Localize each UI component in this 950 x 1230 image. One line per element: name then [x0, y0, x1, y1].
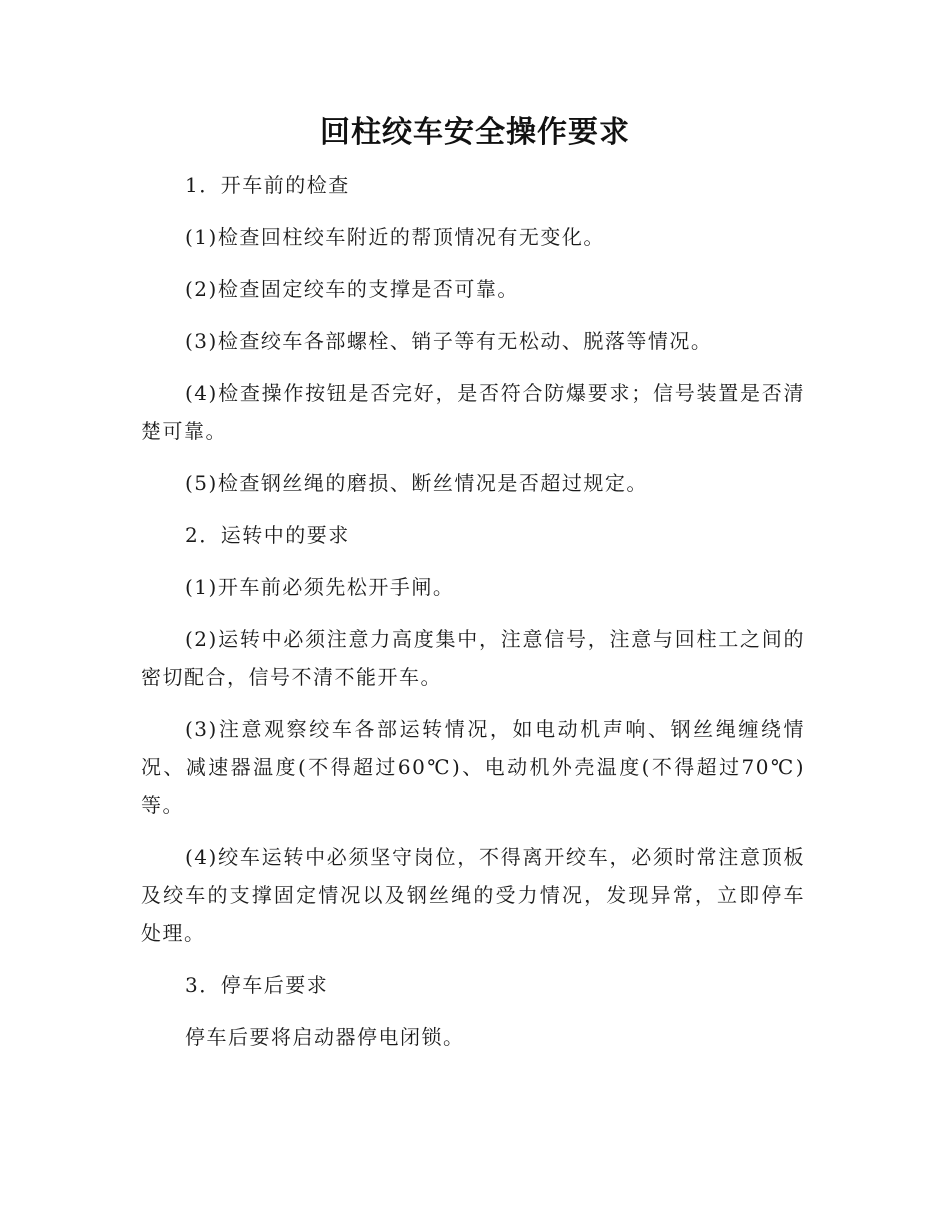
document-body	[141, 166, 805, 1056]
paragraph-attention-signals: (2)运转中必须注意力高度集中，注意信号，注意与回柱工之间的密切配合，信号不清不能开车。	[141, 627, 805, 689]
section-heading-during-operation: 2．运转中的要求	[185, 523, 350, 547]
document-title: 回柱绞车安全操作要求	[320, 115, 630, 150]
paragraph-check-roof: (1)检查回柱绞车附近的帮顶情况有无变化。	[185, 225, 605, 249]
paragraph-stay-at-post: (4)绞车运转中必须坚守岗位，不得离开绞车，必须时常注意顶板及绞车的支撑固定情况以及钢丝绳的受力情况，发现异常，立即停车处理。	[141, 845, 805, 945]
paragraph-release-brake: (1)开车前必须先松开手闸。	[185, 575, 455, 599]
section-heading-after-stop: 3．停车后要求	[185, 973, 329, 997]
paragraph-observe-operation: (3)注意观察绞车各部运转情况，如电动机声响、钢丝绳缠绕情况、减速器温度(不得超过60℃)、电动机外壳温度(不得超过70℃)等。	[141, 717, 805, 817]
section-heading-before-start: 1．开车前的检查	[185, 173, 350, 197]
paragraph-check-buttons-signals: (4)检查操作按钮是否完好，是否符合防爆要求；信号装置是否清楚可靠。	[141, 381, 805, 443]
paragraph-check-bolts: (3)检查绞车各部螺栓、销子等有无松动、脱落等情况。	[185, 329, 713, 353]
paragraph-check-support: (2)检查固定绞车的支撑是否可靠。	[185, 277, 519, 301]
paragraph-check-wire-rope: (5)检查钢丝绳的磨损、断丝情况是否超过规定。	[185, 471, 648, 495]
paragraph-lockout-starter: 停车后要将启动器停电闭锁。	[185, 1025, 465, 1049]
